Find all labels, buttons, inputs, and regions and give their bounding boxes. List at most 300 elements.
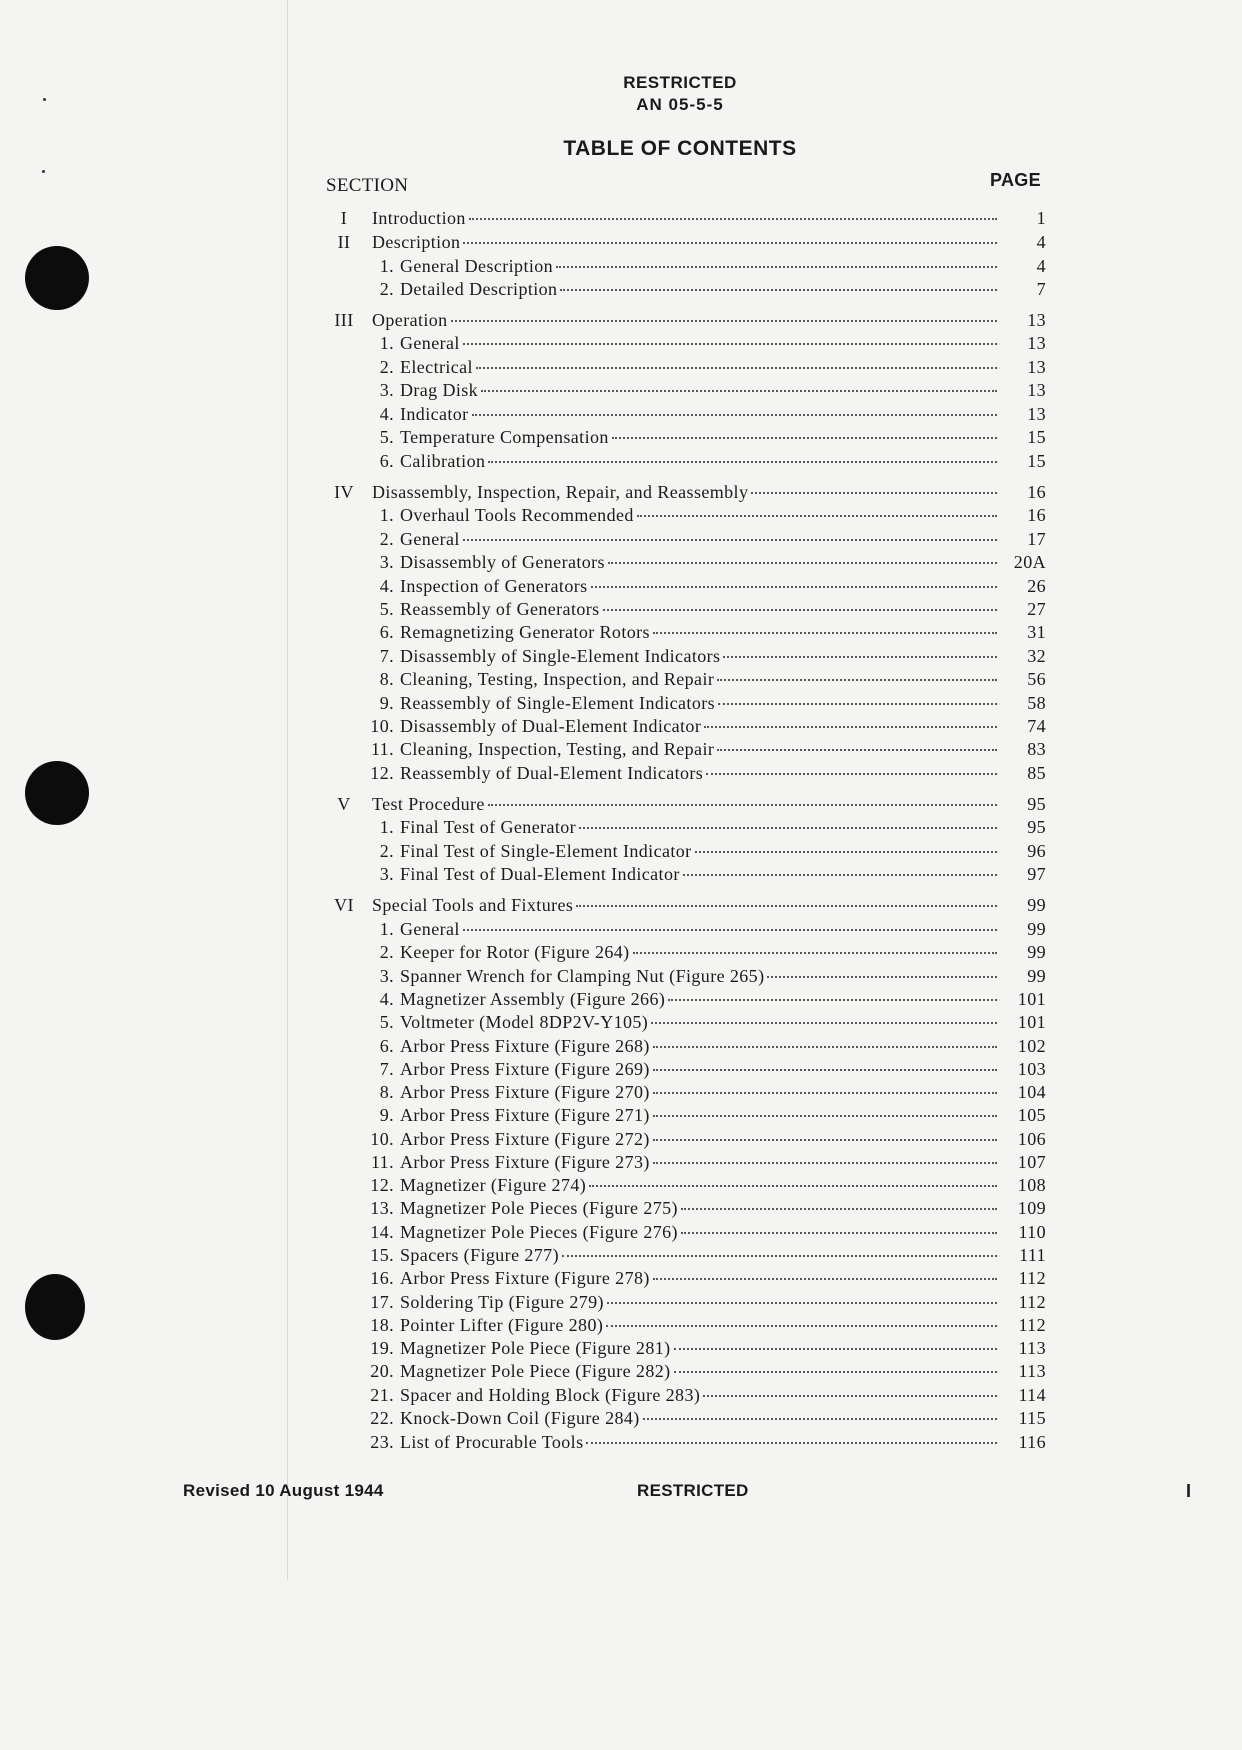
toc-page: 27	[1027, 599, 1046, 619]
toc-subsection-row	[330, 739, 1046, 761]
toc-label-line	[400, 1292, 1000, 1313]
toc-subsection-row	[330, 576, 1046, 598]
toc-label-line	[400, 1385, 1000, 1406]
toc-label: Arbor Press Fixture (Figure 269)	[400, 1059, 650, 1079]
toc-label: Spacer and Holding Block (Figure 283)	[400, 1385, 701, 1405]
toc-number: III	[334, 310, 354, 330]
toc-subsection-row	[330, 1198, 1046, 1220]
toc-label-line	[400, 529, 1000, 550]
toc-number: 15.	[370, 1245, 394, 1265]
toc-section-row	[330, 232, 1046, 254]
toc-subsection-row	[330, 333, 1046, 355]
classification-footer: RESTRICTED	[637, 1481, 749, 1500]
toc-subsection-row	[330, 763, 1046, 785]
toc-label-line	[400, 841, 1000, 862]
toc-label-line	[400, 256, 1000, 277]
toc-label: Disassembly of Single-Element Indicators	[400, 646, 721, 666]
leader-dots	[653, 1278, 997, 1280]
toc-label-line	[400, 427, 1000, 448]
toc-subsection-row	[330, 919, 1046, 941]
toc-subsection-row	[330, 1361, 1046, 1383]
toc-label-line	[400, 989, 1000, 1010]
toc-page: 4	[1036, 256, 1046, 276]
toc-section-row	[330, 208, 1046, 230]
toc-number: 6.	[379, 1036, 394, 1056]
toc-number: 11.	[370, 1152, 394, 1172]
toc-label-line	[400, 404, 1000, 425]
toc-subsection-row	[330, 505, 1046, 527]
scan-speck	[42, 170, 45, 173]
leader-dots	[586, 1442, 997, 1444]
toc-number: 3.	[379, 380, 394, 400]
toc-subsection-row	[330, 693, 1046, 715]
toc-page: 1	[1036, 208, 1046, 228]
toc-subsection-row	[330, 942, 1046, 964]
toc-page: 13	[1027, 357, 1046, 377]
toc-subsection-row	[330, 1315, 1046, 1337]
toc-page: 101	[1017, 989, 1046, 1009]
toc-subsection-row	[330, 256, 1046, 278]
page-fold-line	[287, 0, 288, 1580]
leader-dots	[633, 952, 997, 954]
leader-dots	[653, 1092, 997, 1094]
toc-subsection-row	[330, 357, 1046, 379]
toc-label: Cleaning, Inspection, Testing, and Repair	[400, 739, 715, 759]
toc-label-line	[400, 1059, 1000, 1080]
toc-label-line	[400, 1198, 1000, 1219]
toc-page: 112	[1018, 1315, 1046, 1335]
toc-label: Remagnetizing Generator Rotors	[400, 622, 650, 642]
toc-page: 15	[1027, 427, 1046, 447]
toc-label-line	[400, 599, 1000, 620]
toc-page: 31	[1027, 622, 1046, 642]
toc-label: Test Procedure	[372, 794, 485, 814]
toc-label: Description	[372, 232, 461, 252]
toc-number: 2.	[379, 942, 394, 962]
leader-dots	[653, 1115, 997, 1117]
toc-page: 7	[1036, 279, 1046, 299]
toc-number: 14.	[370, 1222, 394, 1242]
toc-page: 15	[1027, 451, 1046, 471]
toc-page: 110	[1018, 1222, 1046, 1242]
toc-label: Introduction	[372, 208, 466, 228]
leader-dots	[717, 679, 997, 681]
toc-label: General	[400, 529, 460, 549]
toc-number: 2.	[379, 529, 394, 549]
toc-number: 7.	[379, 1059, 394, 1079]
toc-subsection-row	[330, 451, 1046, 473]
toc-label-line	[400, 1268, 1000, 1289]
toc-label: Disassembly of Generators	[400, 552, 605, 572]
toc-page: 74	[1027, 716, 1046, 736]
leader-dots	[653, 1046, 997, 1048]
toc-subsection-row	[330, 1268, 1046, 1290]
toc-number: 3.	[379, 966, 394, 986]
toc-label: Indicator	[400, 404, 469, 424]
toc-page: 20A	[1013, 552, 1046, 572]
classification-header: RESTRICTED	[623, 73, 737, 92]
toc-number: 5.	[379, 427, 394, 447]
leader-dots	[469, 218, 997, 220]
toc-number: 1.	[379, 817, 394, 837]
leader-dots	[488, 461, 997, 463]
toc-section-row	[330, 482, 1046, 504]
toc-label: Magnetizer Pole Piece (Figure 281)	[400, 1338, 671, 1358]
leader-dots	[703, 1395, 997, 1397]
toc-number: 2.	[379, 841, 394, 861]
toc-number: 5.	[379, 1012, 394, 1032]
leader-dots	[612, 437, 997, 439]
toc-page: 85	[1027, 763, 1046, 783]
toc-label-line	[400, 942, 1000, 963]
toc-subsection-row	[330, 1175, 1046, 1197]
toc-label: Final Test of Dual-Element Indicator	[400, 864, 680, 884]
toc-subsection-row	[330, 716, 1046, 738]
leader-dots	[706, 773, 997, 775]
toc-label-line	[400, 1129, 1000, 1150]
toc-number: 8.	[379, 1082, 394, 1102]
toc-page: 95	[1027, 794, 1046, 814]
toc-number: 7.	[379, 646, 394, 666]
toc-label-line	[400, 622, 1000, 643]
toc-label: Disassembly, Inspection, Repair, and Reassembly	[372, 482, 749, 502]
toc-page: 112	[1018, 1268, 1046, 1288]
leader-dots	[767, 976, 997, 978]
leader-dots	[653, 1162, 997, 1164]
toc-subsection-row	[330, 1036, 1046, 1058]
leader-dots	[637, 515, 997, 517]
leader-dots	[603, 609, 997, 611]
page-title: TABLE OF CONTENTS	[563, 137, 797, 160]
toc-label-line	[372, 208, 1000, 229]
toc-subsection-row	[330, 552, 1046, 574]
toc-label-line	[372, 794, 1000, 815]
leader-dots	[651, 1022, 997, 1024]
toc-label: Magnetizer Assembly (Figure 266)	[400, 989, 666, 1009]
toc-number: 10.	[370, 716, 394, 736]
toc-subsection-row	[330, 622, 1046, 644]
toc-number: 20.	[370, 1361, 394, 1381]
toc-subsection-row	[330, 966, 1046, 988]
leader-dots	[751, 492, 997, 494]
toc-number: 5.	[379, 599, 394, 619]
toc-page: 101	[1017, 1012, 1046, 1032]
leader-dots	[643, 1418, 997, 1420]
toc-page: 13	[1027, 404, 1046, 424]
toc-number: IV	[334, 482, 354, 502]
toc-label-line	[400, 1315, 1000, 1336]
toc-label: Disassembly of Dual-Element Indicator	[400, 716, 702, 736]
toc-number: 17.	[370, 1292, 394, 1312]
toc-label: Reassembly of Single-Element Indicators	[400, 693, 716, 713]
toc-page: 99	[1027, 919, 1046, 939]
leader-dots	[451, 320, 997, 322]
toc-label: Temperature Compensation	[400, 427, 609, 447]
leader-dots	[681, 1208, 997, 1210]
toc-subsection-row	[330, 1129, 1046, 1151]
toc-label-line	[400, 763, 1000, 784]
leader-dots	[718, 703, 997, 705]
toc-label: Cleaning, Testing, Inspection, and Repair	[400, 669, 715, 689]
toc-label-line	[400, 1408, 1000, 1429]
toc-subsection-row	[330, 1408, 1046, 1430]
toc-subsection-row	[330, 989, 1046, 1011]
leader-dots	[556, 266, 997, 268]
leader-dots	[674, 1371, 997, 1373]
toc-label: Drag Disk	[400, 380, 479, 400]
toc-label: Overhaul Tools Recommended	[400, 505, 634, 525]
toc-page: 116	[1018, 1432, 1046, 1452]
toc-label-line	[400, 1338, 1000, 1359]
toc-label: Final Test of Single-Element Indicator	[400, 841, 692, 861]
toc-page: 113	[1018, 1361, 1046, 1381]
toc-label-line	[400, 669, 1000, 690]
toc-page: 32	[1027, 646, 1046, 666]
toc-number: 2.	[379, 279, 394, 299]
toc-label-line	[400, 279, 1000, 300]
toc-subsection-row	[330, 1338, 1046, 1360]
toc-label-line	[400, 1152, 1000, 1173]
toc-page: 112	[1018, 1292, 1046, 1312]
toc-section-row	[330, 895, 1046, 917]
toc-page: 56	[1027, 669, 1046, 689]
toc-label: General	[400, 919, 460, 939]
toc-label: Arbor Press Fixture (Figure 268)	[400, 1036, 650, 1056]
leader-dots	[681, 1232, 997, 1234]
toc-page: 83	[1027, 739, 1046, 759]
toc-number: 2.	[379, 357, 394, 377]
toc-label-line	[400, 1361, 1000, 1382]
toc-label-line	[400, 1245, 1000, 1266]
leader-dots	[560, 289, 997, 291]
page-column-heading: PAGE	[990, 170, 1041, 190]
toc-subsection-row	[330, 1222, 1046, 1244]
toc-label-line	[400, 864, 1000, 885]
toc-number: 4.	[379, 404, 394, 424]
toc-subsection-row	[330, 529, 1046, 551]
toc-page: 103	[1017, 1059, 1046, 1079]
toc-subsection-row	[330, 380, 1046, 402]
toc-number: 13.	[370, 1198, 394, 1218]
toc-number: 22.	[370, 1408, 394, 1428]
leader-dots	[607, 1302, 997, 1304]
toc-page: 95	[1027, 817, 1046, 837]
binder-hole-top	[25, 246, 89, 310]
toc-label: General	[400, 333, 460, 353]
leader-dots	[481, 390, 997, 392]
toc-label-line	[400, 966, 1000, 987]
toc-number: V	[337, 794, 351, 814]
toc-page: 111	[1019, 1245, 1046, 1265]
toc-label: Knock-Down Coil (Figure 284)	[400, 1408, 640, 1428]
toc-number: 9.	[379, 1105, 394, 1125]
toc-label: Spanner Wrench for Clamping Nut (Figure 265)	[400, 966, 765, 986]
toc-label: Arbor Press Fixture (Figure 270)	[400, 1082, 650, 1102]
toc-subsection-row	[330, 1385, 1046, 1407]
toc-label-line	[400, 333, 1000, 354]
toc-label: Calibration	[400, 451, 486, 471]
toc-label-line	[400, 1432, 1000, 1453]
toc-label-line	[400, 1082, 1000, 1103]
toc-page: 99	[1027, 895, 1046, 915]
toc-label: Magnetizer (Figure 274)	[400, 1175, 587, 1195]
toc-label-line	[372, 232, 1000, 253]
toc-label-line	[400, 451, 1000, 472]
toc-number: 6.	[379, 451, 394, 471]
toc-page: 16	[1027, 505, 1046, 525]
toc-label-line	[400, 552, 1000, 573]
toc-number: 23.	[370, 1432, 394, 1452]
leader-dots	[683, 874, 997, 876]
toc-subsection-row	[330, 1012, 1046, 1034]
toc-label-line	[400, 357, 1000, 378]
leader-dots	[653, 1139, 997, 1141]
toc-subsection-row	[330, 404, 1046, 426]
toc-label: Arbor Press Fixture (Figure 272)	[400, 1129, 650, 1149]
toc-subsection-row	[330, 1059, 1046, 1081]
toc-page: 96	[1027, 841, 1046, 861]
toc-subsection-row	[330, 646, 1046, 668]
toc-label: Detailed Description	[400, 279, 558, 299]
toc-label: Arbor Press Fixture (Figure 271)	[400, 1105, 650, 1125]
toc-label-line	[400, 739, 1000, 760]
toc-number: I	[340, 208, 348, 228]
toc-subsection-row	[330, 1152, 1046, 1174]
leader-dots	[608, 562, 997, 564]
toc-page: 115	[1018, 1408, 1046, 1428]
toc-number: 21.	[370, 1385, 394, 1405]
toc-label-line	[400, 817, 1000, 838]
toc-number: II	[337, 232, 351, 252]
toc-page: 108	[1017, 1175, 1046, 1195]
leader-dots	[463, 539, 997, 541]
toc-subsection-row	[330, 864, 1046, 886]
toc-section-row	[330, 310, 1046, 332]
leader-dots	[704, 726, 997, 728]
leader-dots	[674, 1348, 997, 1350]
toc-number: 12.	[370, 1175, 394, 1195]
toc-label: Pointer Lifter (Figure 280)	[400, 1315, 604, 1335]
toc-label-line	[400, 1175, 1000, 1196]
toc-label: Electrical	[400, 357, 473, 377]
toc-number: 11.	[370, 739, 394, 759]
leader-dots	[579, 827, 997, 829]
toc-label: Soldering Tip (Figure 279)	[400, 1292, 604, 1312]
leader-dots	[463, 343, 997, 345]
toc-page: 107	[1017, 1152, 1046, 1172]
toc-number: 8.	[379, 669, 394, 689]
toc-label-line	[372, 482, 1000, 503]
binder-hole-middle	[25, 761, 89, 825]
toc-page: 109	[1017, 1198, 1046, 1218]
toc-number: 3.	[379, 552, 394, 572]
toc-page: 105	[1017, 1105, 1046, 1125]
document-number: AN 05-5-5	[636, 95, 724, 114]
toc-label-line	[400, 646, 1000, 667]
toc-page: 13	[1027, 333, 1046, 353]
toc-label: Magnetizer Pole Pieces (Figure 276)	[400, 1222, 678, 1242]
toc-label: Arbor Press Fixture (Figure 273)	[400, 1152, 650, 1172]
toc-label: Reassembly of Generators	[400, 599, 600, 619]
toc-number: 4.	[379, 989, 394, 1009]
toc-number: VI	[334, 895, 354, 915]
toc-label: Inspection of Generators	[400, 576, 588, 596]
leader-dots	[576, 905, 997, 907]
leader-dots	[606, 1325, 997, 1327]
revision-date: Revised 10 August 1944	[183, 1481, 384, 1500]
toc-subsection-row	[330, 841, 1046, 863]
toc-label: Spacers (Figure 277)	[400, 1245, 559, 1265]
toc-label: Operation	[372, 310, 448, 330]
toc-subsection-row	[330, 599, 1046, 621]
leader-dots	[476, 367, 997, 369]
toc-page: 13	[1027, 380, 1046, 400]
toc-label-line	[372, 895, 1000, 916]
leader-dots	[589, 1185, 997, 1187]
toc-label: Special Tools and Fixtures	[372, 895, 574, 915]
toc-page: 99	[1027, 966, 1046, 986]
toc-subsection-row	[330, 427, 1046, 449]
toc-number: 19.	[370, 1338, 394, 1358]
leader-dots	[723, 656, 997, 658]
leader-dots	[653, 632, 997, 634]
toc-number: 1.	[379, 505, 394, 525]
binder-hole-bottom	[25, 1274, 85, 1340]
toc-page: 17	[1027, 529, 1046, 549]
toc-section-row	[330, 794, 1046, 816]
toc-label: Reassembly of Dual-Element Indicators	[400, 763, 704, 783]
toc-label-line	[400, 693, 1000, 714]
toc-number: 1.	[379, 333, 394, 353]
toc-label-line	[400, 716, 1000, 737]
toc-page: 99	[1027, 942, 1046, 962]
toc-page: 13	[1027, 310, 1046, 330]
toc-page: 58	[1027, 693, 1046, 713]
toc-page: 102	[1017, 1036, 1046, 1056]
toc-label-line	[372, 310, 1000, 331]
toc-number: 4.	[379, 576, 394, 596]
toc-number: 3.	[379, 864, 394, 884]
leader-dots	[488, 804, 997, 806]
leader-dots	[472, 414, 997, 416]
leader-dots	[463, 242, 997, 244]
toc-label-line	[400, 1222, 1000, 1243]
toc-subsection-row	[330, 669, 1046, 691]
leader-dots	[695, 851, 997, 853]
toc-number: 12.	[370, 763, 394, 783]
leader-dots	[668, 999, 997, 1001]
toc-page: 113	[1018, 1338, 1046, 1358]
toc-number: 1.	[379, 919, 394, 939]
toc-label: Magnetizer Pole Piece (Figure 282)	[400, 1361, 671, 1381]
toc-page: 16	[1027, 482, 1046, 502]
toc-label: Voltmeter (Model 8DP2V-Y105)	[400, 1012, 649, 1032]
leader-dots	[463, 929, 997, 931]
toc-page: 114	[1018, 1385, 1046, 1405]
leader-dots	[591, 586, 997, 588]
toc-page: 106	[1017, 1129, 1046, 1149]
toc-number: 16.	[370, 1268, 394, 1288]
toc-label: Final Test of Generator	[400, 817, 577, 837]
toc-label: General Description	[400, 256, 554, 276]
toc-page: 104	[1017, 1082, 1046, 1102]
toc-number: 9.	[379, 693, 394, 713]
section-column-heading: SECTION	[326, 175, 409, 196]
page-number: I	[1186, 1481, 1192, 1501]
toc-label-line	[400, 1105, 1000, 1126]
toc-page: 4	[1036, 232, 1046, 252]
toc-label-line	[400, 1036, 1000, 1057]
